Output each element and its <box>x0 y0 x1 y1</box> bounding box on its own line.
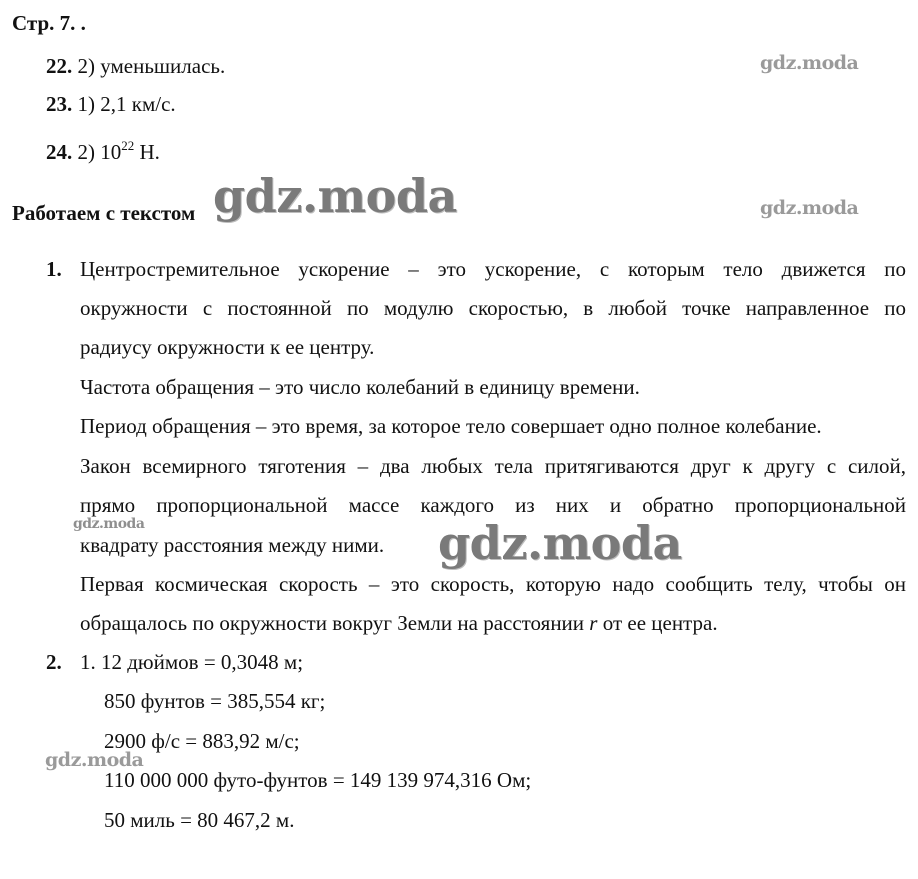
item-2-line: 850 фунтов = 385,554 кг; <box>104 689 326 713</box>
watermark: gdz.moda <box>760 52 859 74</box>
item-1-text: от ее центра. <box>597 611 718 635</box>
answer-24 <box>46 139 160 165</box>
item-2-number: 2. <box>46 650 62 674</box>
item-1-line: Закон всемирного тяготения – два любых тела притягиваются друг к другу с силой, <box>80 454 906 478</box>
item-2-line: 1. 12 дюймов = 0,3048 м; <box>80 650 304 674</box>
answer-text: 2) 10 <box>77 140 122 164</box>
item-1-line: Первая космическая скорость – это скорость, которую надо сообщить телу, чтобы он <box>80 572 906 596</box>
item-2-line: 50 миль = 80 467,2 м. <box>104 808 295 832</box>
variable-r: r <box>589 611 598 635</box>
item-1-line: радиусу окружности к ее центру. <box>80 335 375 359</box>
item-1-line: прямо пропорциональной массе каждого из них и обратно пропорциональной <box>80 493 906 517</box>
answer-text: 1) 2,1 км/с. <box>77 92 176 116</box>
item-1-line: окружности с постоянной по модулю скоростью, в любой точке направленное по <box>80 296 906 320</box>
answer-22 <box>46 53 225 79</box>
watermark: gdz.moda <box>438 516 682 570</box>
watermark: gdz.moda <box>760 197 859 219</box>
item-2-line: 110 000 000 футо-фунтов = 149 139 974,316 Ом; <box>104 768 532 792</box>
item-1-line: квадрату расстояния между ними. <box>80 533 385 557</box>
answer-exponent: 22 <box>121 138 135 153</box>
item-1-last-line <box>80 610 718 636</box>
answer-text: 2) уменьшилась. <box>77 54 226 78</box>
item-1-line: Центростремительное ускорение – это ускорение, с которым тело движется по <box>80 257 906 281</box>
answer-number: 23. <box>46 92 73 116</box>
item-1-line: Период обращения – это время, за которое тело совершает одно полное колебание. <box>80 414 822 438</box>
answer-number: 24. <box>46 140 73 164</box>
item-1-line: Частота обращения – это число колебаний в единицу времени. <box>80 375 640 399</box>
item-1-text: обращалось по окружности вокруг Земли на расстоянии <box>80 611 590 635</box>
answer-23 <box>46 91 176 117</box>
answer-number: 22. <box>46 54 73 78</box>
item-1-number: 1. <box>46 257 62 281</box>
item-2-line: 2900 ф/с = 883,92 м/с; <box>104 729 300 753</box>
watermark: gdz.moda <box>213 169 457 223</box>
page-header: Стр. 7. . <box>12 11 86 35</box>
watermark: gdz.moda <box>73 516 145 532</box>
watermark: gdz.moda <box>45 749 144 771</box>
section-title: Работаем с текстом <box>12 201 196 225</box>
answer-unit: Н. <box>134 140 160 164</box>
